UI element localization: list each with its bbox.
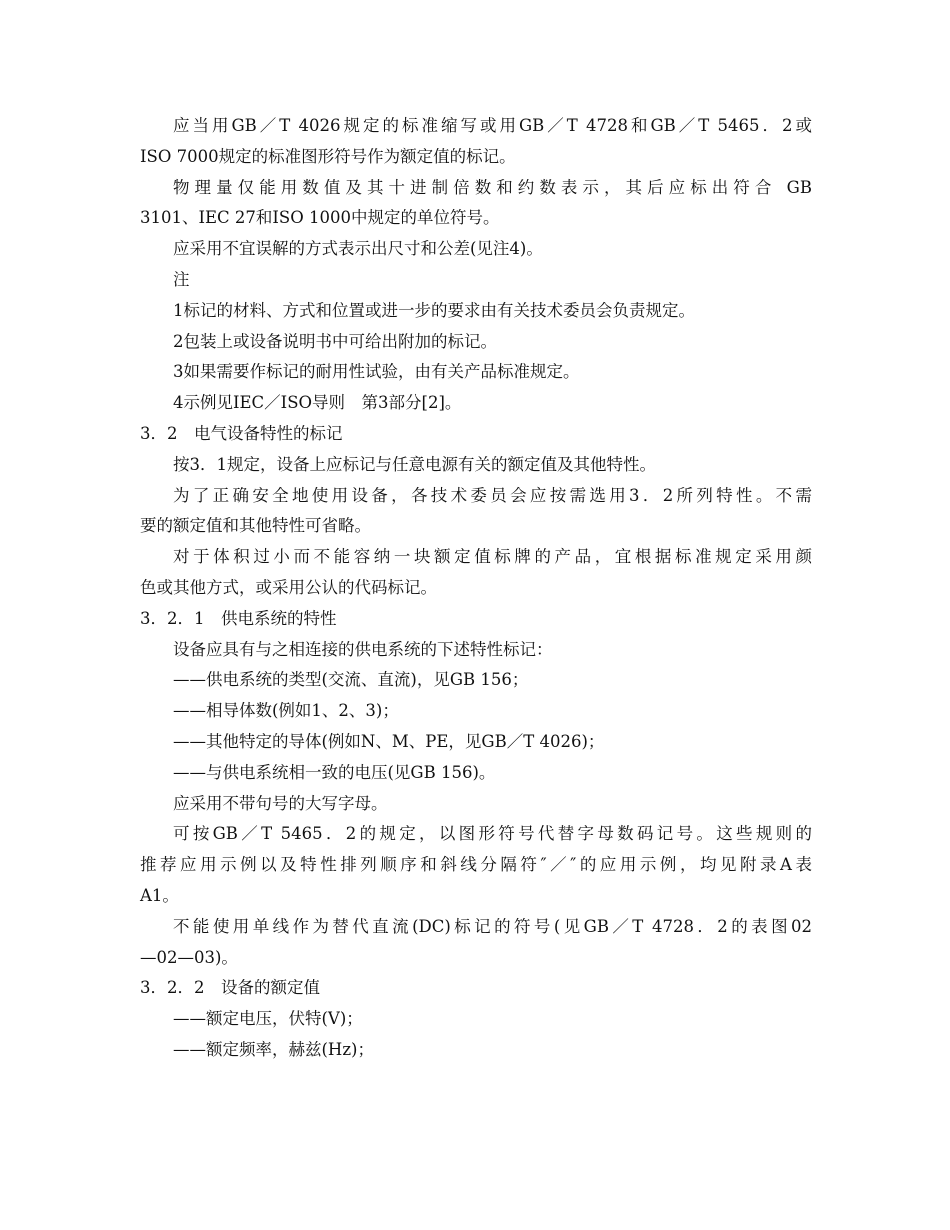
text-line: [140, 696, 812, 727]
text-line-content: 3如果需要作标记的耐用性试验，由有关产品标准规定。: [173, 362, 580, 382]
text-line-content: ——其他特定的导体(例如N、M、PE，见GB／T 4026)；: [173, 731, 605, 751]
text-line-content: 3．2．2 设备的额定值: [140, 978, 320, 998]
text-line: [140, 265, 812, 296]
text-line: [140, 203, 812, 234]
text-line-content: 为了正确安全地使用设备，各技术委员会应按需选用3．2所列特性。不需: [173, 485, 812, 505]
text-line: [140, 635, 812, 666]
text-line: [140, 727, 812, 758]
text-line: [140, 481, 812, 512]
text-line: [140, 450, 812, 481]
text-line-content: ——相导体数(例如1、2、3)；: [173, 701, 399, 721]
text-line: [140, 357, 812, 388]
text-line-content: 应采用不带句号的大写字母。: [173, 793, 388, 813]
text-line: [140, 850, 812, 881]
text-line-content: 可按GB／T 5465．2的规定，以图形符号代替字母数码记号。这些规则的: [173, 824, 812, 844]
text-line: [140, 573, 812, 604]
text-line-content: 对于体积过小而不能容纳一块额定值标牌的产品，宜根据标准规定采用颜: [173, 547, 812, 567]
text-line-content: 3．2．1 供电系统的特性: [140, 608, 337, 628]
text-line-content: 色或其他方式，或采用公认的代码标记。: [140, 577, 437, 597]
text-line: [140, 1035, 812, 1066]
text-line: [140, 758, 812, 789]
text-line: [140, 789, 812, 820]
text-line-content: 3101、IEC 27和ISO 1000中规定的单位符号。: [140, 208, 500, 228]
text-line: [140, 542, 812, 573]
text-line-content: ——与供电系统相一致的电压(见GB 156)。: [173, 762, 496, 782]
text-line-content: 要的额定值和其他特性可省略。: [140, 516, 371, 536]
text-line: [140, 111, 812, 142]
text-line: [140, 388, 812, 419]
text-line-content: 应采用不宜误解的方式表示出尺寸和公差(见注4)。: [173, 239, 543, 259]
text-line-content: 应当用GB／T 4026规定的标准缩写或用GB／T 4728和GB／T 5465．2或: [173, 116, 812, 135]
text-line: [140, 1004, 812, 1035]
text-line-content: ——额定电压，伏特(V)；: [173, 1009, 363, 1029]
text-line-content: 设备应具有与之相连接的供电系统的下述特性标记：: [173, 639, 553, 659]
text-line: [140, 912, 812, 943]
text-line: [140, 665, 812, 696]
text-line: [140, 943, 812, 974]
text-line-content: 推荐应用示例以及特性排列顺序和斜线分隔符″／″的应用示例，均见附录A表: [140, 855, 812, 875]
text-line: [140, 604, 812, 635]
text-line: [140, 881, 812, 912]
text-line-content: —02—03)。: [140, 947, 238, 967]
text-line: [140, 511, 812, 542]
text-line-content: ISO 7000规定的标准图形符号作为额定值的标记。: [140, 146, 516, 166]
text-line-content: A1。: [140, 885, 179, 905]
text-line-content: 按3．1规定，设备上应标记与任意电源有关的额定值及其他特性。: [173, 454, 656, 474]
text-line-content: 1标记的材料、方式和位置或进一步的要求由有关技术委员会负责规定。: [173, 300, 695, 320]
text-line-content: 物理量仅能用数值及其十进制倍数和约数表示，其后应标出符合 GB: [173, 177, 812, 197]
text-line-content: 不能使用单线作为替代直流(DC)标记的符号(见GB／T 4728．2的表图02: [173, 916, 812, 936]
text-line: [140, 142, 812, 173]
text-line: [140, 173, 812, 204]
text-line: [140, 419, 812, 450]
text-line-content: 3．2 电气设备特性的标记: [140, 423, 343, 443]
text-line: [140, 327, 812, 358]
text-line: [140, 296, 812, 327]
text-line: [140, 234, 812, 265]
text-line-content: ——供电系统的类型(交流、直流)，见GB 156；: [173, 670, 529, 690]
text-line-content: 2包装上或设备说明书中可给出附加的标记。: [173, 331, 497, 351]
text-line-content: 4示例见IEC／ISO导则 第3部分[2]。: [173, 393, 462, 413]
text-line: [140, 819, 812, 850]
document-body: [140, 111, 812, 1066]
text-line: [140, 973, 812, 1004]
text-line-content: ——额定频率，赫兹(Hz)；: [173, 1039, 374, 1059]
text-line-content: 注: [173, 269, 190, 289]
